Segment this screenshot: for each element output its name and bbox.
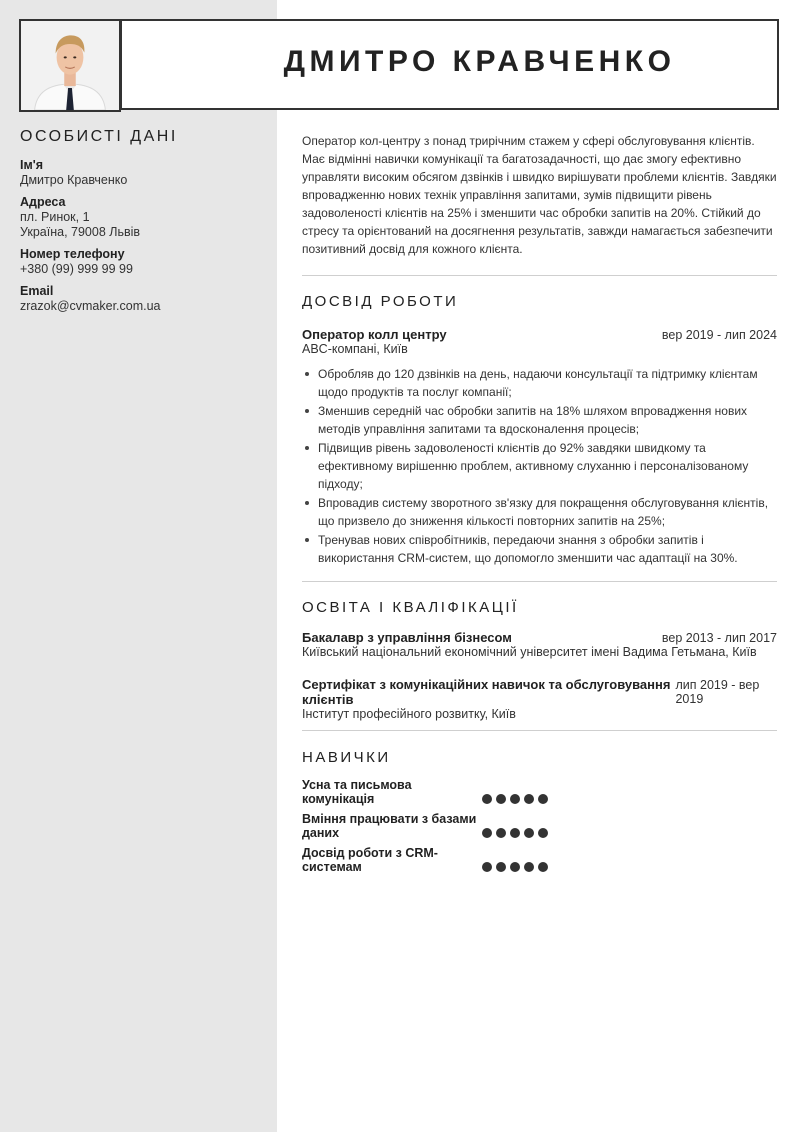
skills-list xyxy=(302,778,777,874)
skill-dot xyxy=(524,862,534,872)
job-company: ABC-компані, Київ xyxy=(302,342,408,356)
skill-dot xyxy=(510,828,520,838)
entry-header xyxy=(302,630,777,645)
field-label: Номер телефону xyxy=(20,247,125,261)
field-address xyxy=(20,195,265,240)
education-dates: вер 2013 - лип 2017 xyxy=(661,631,777,645)
field-value: Україна, 79008 Львів xyxy=(20,225,141,239)
education-institution: Інститут професійного розвитку, Київ xyxy=(302,707,516,721)
skill-dot xyxy=(510,862,520,872)
profile-summary: Оператор кол-центру з понад трирічним стажем у сфері обслуговування клієнтів. Має відмінні навички комунікації та багатозадачності, що дає змогу ефективно управляти високим обсягом дзвінків і швидко вирішувати проблеми клієнтів. Завдяки впровадженню нових технік управління запитами, зумів підвищити рівень задоволеності клієнтів на 25% і зменшити час обробки запитів на 20%. Стійкий до стресу та орієнтований на досягнення результатів, завжди намагається забезпечити позитивний досвід для кожного клієнта. xyxy=(302,134,777,256)
list-item: Обробляв до 120 дзвінків на день, надаючи консультації та підтримку клієнтам щодо продуктів та послуг компанії; xyxy=(302,365,777,401)
skill-item xyxy=(302,812,777,840)
skill-level xyxy=(482,828,548,838)
skill-dot xyxy=(510,794,520,804)
list-item: Впровадив систему зворотного зв'язку для покращення обслуговування клієнтів, що призвело до зниження кількості повторних запитів на 25%; xyxy=(302,494,777,530)
skill-dot xyxy=(482,862,492,872)
profile-photo-icon xyxy=(21,21,119,110)
field-value: zrazok@cvmaker.com.ua xyxy=(20,299,161,313)
skill-dot xyxy=(496,828,506,838)
skill-dot xyxy=(538,794,548,804)
field-name xyxy=(20,158,265,188)
job-position: Оператор колл центру xyxy=(302,327,447,342)
skill-item xyxy=(302,778,777,806)
skill-name: Досвід роботи з CRM-системам xyxy=(302,846,438,874)
field-label: Адреса xyxy=(20,195,66,209)
job-achievements xyxy=(302,365,777,567)
skill-name: Вміння працювати з базами даних xyxy=(302,812,477,840)
education-entry xyxy=(302,630,777,660)
experience-entry xyxy=(302,327,777,567)
skill-level xyxy=(482,862,548,872)
skill-dot xyxy=(538,862,548,872)
experience-title: ДОСВІД РОБОТИ xyxy=(302,293,459,310)
personal-details-title: ОСОБИСТІ ДАНІ xyxy=(20,128,178,145)
entry-header xyxy=(302,677,777,707)
skill-item xyxy=(302,846,777,874)
list-item: Підвищив рівень задоволеності клієнтів до 92% завдяки швидкому та ефективному вирішенню проблем, активному слуханню і персоналізованому підходу; xyxy=(302,439,777,493)
field-label: Email xyxy=(20,284,54,298)
section-divider xyxy=(302,275,777,276)
field-value: пл. Ринок, 1 xyxy=(20,210,90,224)
personal-details xyxy=(20,128,265,321)
candidate-name: ДМИТРО КРАВЧЕНКО xyxy=(283,45,676,78)
skills-title: НАВИЧКИ xyxy=(302,749,391,766)
field-label: Ім'я xyxy=(20,158,43,172)
skill-dot xyxy=(482,828,492,838)
education-degree: Сертифікат з комунікаційних навичок та обслуговування клієнтів xyxy=(302,677,671,707)
education-degree: Бакалавр з управління бізнесом xyxy=(302,630,512,645)
skill-dot xyxy=(524,794,534,804)
job-dates: вер 2019 - лип 2024 xyxy=(661,328,777,342)
entry-header xyxy=(302,327,777,342)
section-divider xyxy=(302,581,777,582)
education-title: ОСВІТА І КВАЛІФІКАЦІЇ xyxy=(302,599,519,616)
education-institution: Київський національний економічний університет імені Вадима Гетьмана, Київ xyxy=(302,645,757,659)
field-email xyxy=(20,284,265,314)
education-dates: лип 2019 - вер 2019 xyxy=(675,678,760,706)
skill-dot xyxy=(524,828,534,838)
skill-name: Усна та письмова комунікація xyxy=(302,778,412,806)
list-item: Тренував нових співробітників, передаючи знання з обробки запитів і використання CRM-систем, що допомогло зменшити час адаптації на 30%. xyxy=(302,531,777,567)
skill-dot xyxy=(482,794,492,804)
skill-dot xyxy=(496,862,506,872)
field-value: +380 (99) 999 99 99 xyxy=(20,262,133,276)
field-phone xyxy=(20,247,265,277)
skill-dot xyxy=(538,828,548,838)
skill-dot xyxy=(496,794,506,804)
profile-photo xyxy=(19,19,121,112)
field-value: Дмитро Кравченко xyxy=(20,173,128,187)
section-divider xyxy=(302,730,777,731)
name-header xyxy=(120,19,779,110)
list-item: Зменшив середній час обробки запитів на 18% шляхом впровадження нових методів управління запитами та вдосконалення процесів; xyxy=(302,402,777,438)
main-content xyxy=(302,132,777,880)
education-entry xyxy=(302,677,777,722)
skill-level xyxy=(482,794,548,804)
